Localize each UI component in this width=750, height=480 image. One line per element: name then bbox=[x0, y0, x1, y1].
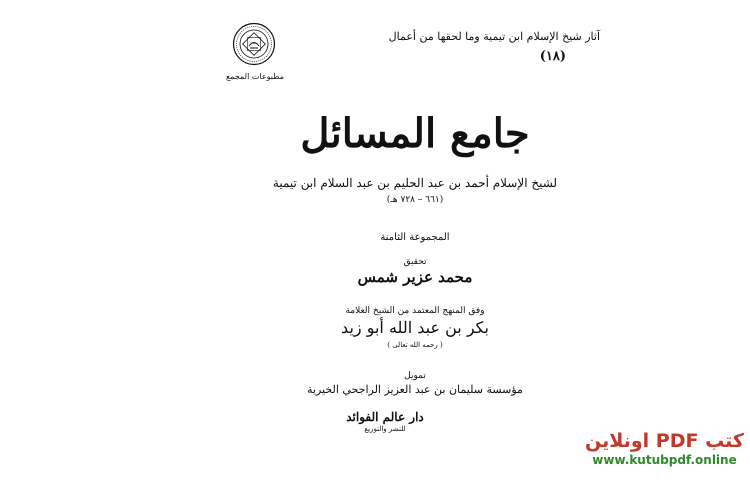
watermark-text: كتب PDF اونلاين bbox=[585, 430, 744, 452]
series-title: آثار شيخ الإسلام ابن تيمية وما لحقها من أعمال bbox=[388, 30, 600, 43]
funding-label: تمويل bbox=[404, 371, 426, 381]
series-number: (١٨) bbox=[539, 49, 566, 64]
seal-icon bbox=[232, 22, 276, 66]
supervisor-name: بكر بن عبد الله أبو زيد bbox=[341, 318, 489, 337]
watermark-url[interactable]: www.kutubpdf.online bbox=[592, 453, 737, 467]
tahqiq-label: تحقيق bbox=[403, 257, 427, 267]
publisher-name: دار عالم الفوائد bbox=[346, 410, 424, 424]
volume-label: المجموعة الثامنة bbox=[380, 232, 450, 243]
editor-name: محمد عزير شمس bbox=[357, 268, 473, 286]
watermark bbox=[585, 430, 744, 467]
publisher-subtitle: للنشر والتوزيع bbox=[364, 425, 406, 433]
book-title: جامع المسائل bbox=[300, 110, 530, 157]
supervision-label: وفق المنهج المعتمد من الشيخ العلامة bbox=[345, 306, 485, 316]
publisher-mark: مطبوعات المجمع bbox=[225, 72, 284, 81]
publisher-seal-block bbox=[225, 22, 284, 81]
series-block bbox=[389, 30, 600, 64]
author-dates: (٦٦١ – ٧٢٨ هـ) bbox=[386, 195, 444, 205]
publisher-block bbox=[340, 410, 430, 433]
funder-name: مؤسسة سليمان بن عبد العزيز الراجحي الخيرية bbox=[307, 383, 523, 396]
supervisor-note: ( رحمه الله تعالى ) bbox=[387, 341, 443, 349]
author-line: لشيخ الإسلام أحمد بن عبد الحليم بن عبد السلام ابن تيمية bbox=[272, 176, 558, 190]
